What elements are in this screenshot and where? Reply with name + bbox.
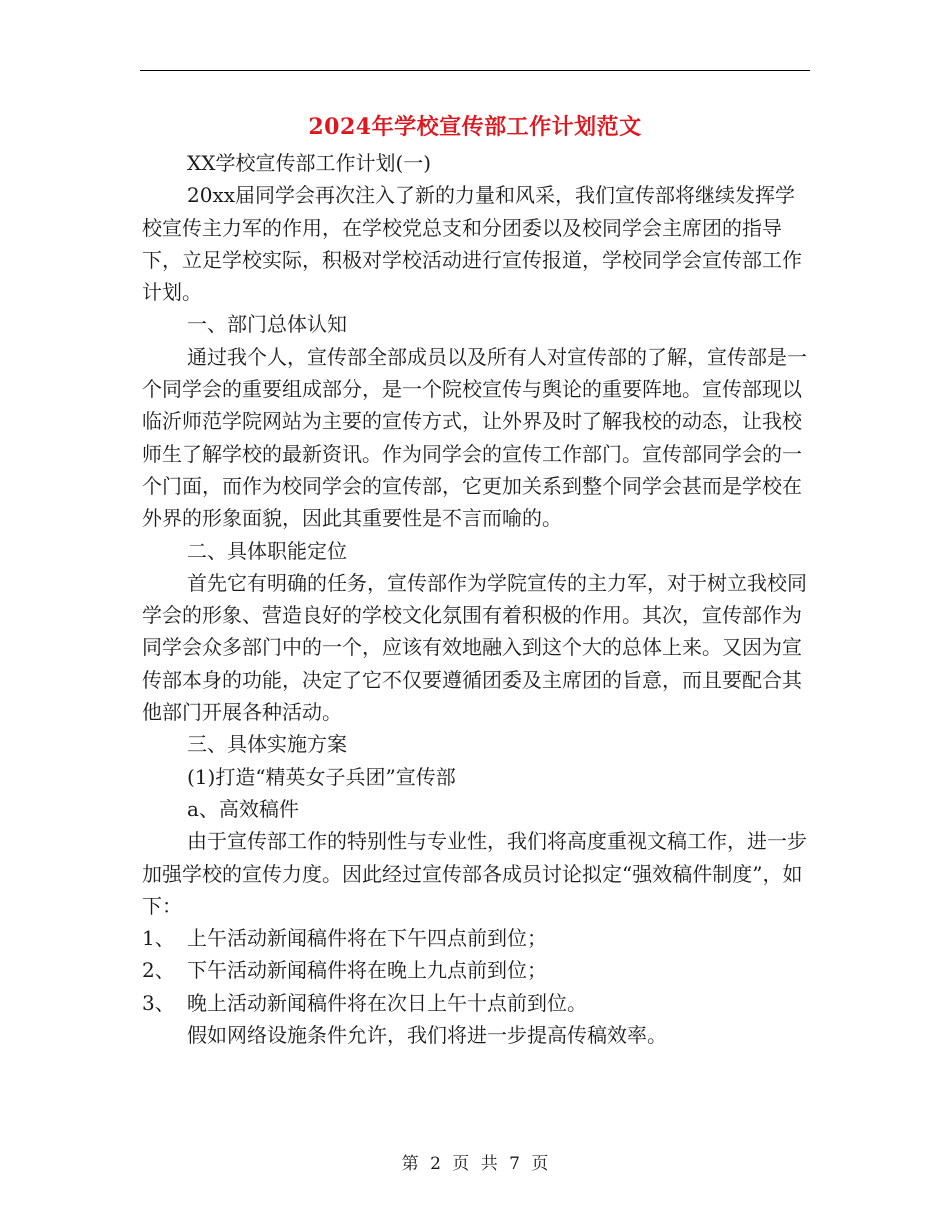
header-rule [140,70,810,71]
section-heading-1: 一、部门总体认知 [187,312,347,337]
footer-label-di: 第 [401,1154,419,1174]
paragraph-closing: 假如网络设施条件允许，我们将进一步提高传稿效率。 [187,1023,667,1048]
footer-total-pages: 7 [509,1154,520,1174]
list-item-text: 晚上活动新闻稿件将在次日上午十点前到位。 [187,990,587,1015]
document-body [142,147,810,1051]
paragraph-section-1: 通过我个人，宣传部全部成员以及所有人对宣传部的了解，宣传部是一个同学会的重要组成部分，是一个院校宣传与舆论的重要阵地。宣传部现以临沂师范学院网站为主要的宣传方式，让外界及时了解我校的动态，让我校师生了解学校的最新资讯。作为同学会的宣传工作部门。宣传部同学会的一个门面，而作为校同学会的宣传部，它更加关系到整个同学会甚而是学校在外界的形象面貌，因此其重要性是不言而喻的。 [142,344,807,531]
footer-page-number: 2 [430,1154,441,1174]
footer-label-gong: 共 [480,1154,498,1174]
list-item-number: 1、 [142,926,175,951]
page-footer [0,1152,950,1176]
list-item-number: 3、 [142,990,175,1015]
footer-label-ye-2: 页 [531,1154,549,1174]
paragraph-manuscript: 由于宣传部工作的特别性与专业性，我们将高度重视文稿工作，进一步加强学校的宣传力度。因此经过宣传部各成员讨论拟定“强效稿件制度”，如下： [142,829,807,918]
list-item [142,954,810,986]
section-heading-3: 三、具体实施方案 [187,732,347,757]
list-item-number: 2、 [142,958,175,983]
list-item [142,987,810,1019]
section-heading-2: 二、具体职能定位 [187,538,347,563]
list-item-text: 上午活动新闻稿件将在下午四点前到位； [187,926,547,951]
subtitle: XX学校宣传部工作计划(一) [187,151,432,175]
list-item [142,922,810,954]
subsection-heading: (1)打造“精英女子兵团”宣传部 [187,764,456,789]
paragraph-section-2: 首先它有明确的任务，宣传部作为学院宣传的主力军，对于树立我校同学会的形象、营造良好的学校文化氛围有着积极的作用。其次，宣传部作为同学会众多部门中的一个，应该有效地融入到这个大的总体上来。又因为宣传部本身的功能，决定了它不仅要遵循团委及主席团的旨意，而且要配合其他部门开展各种活动。 [142,570,807,725]
paragraph-intro: 20xx届同学会再次注入了新的力量和风采，我们宣传部将继续发挥学校宣传主力军的作用，在学校党总支和分团委以及校同学会主席团的指导下，立足学校实际，积极对学校活动进行宣传报道，学校同学会宣传部工作计划。 [142,183,802,305]
document-title: 2024年学校宣传部工作计划范文 [308,114,642,140]
footer-label-ye: 页 [452,1154,470,1174]
item-heading: a、高效稿件 [187,796,299,821]
list-item-text: 下午活动新闻稿件将在晚上九点前到位； [187,958,547,983]
